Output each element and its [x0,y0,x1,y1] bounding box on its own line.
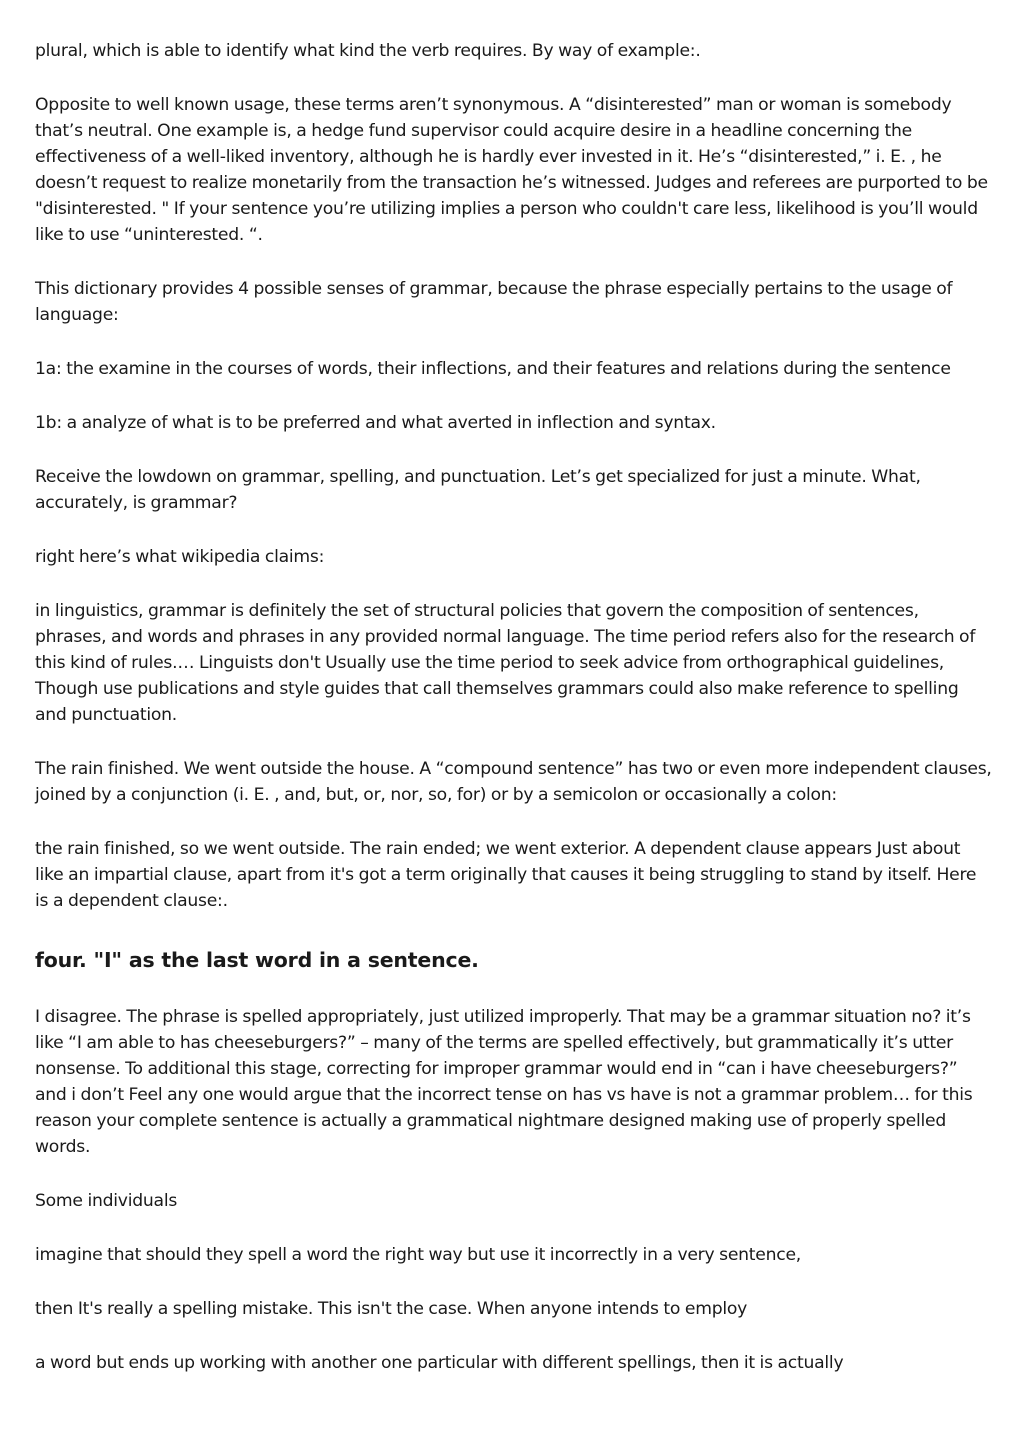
paragraph-dictionary-senses: This dictionary provides 4 possible senses of grammar, because the phrase especially pertains to the usage of language: [35,279,953,325]
document-body [35,38,993,1404]
paragraph-spelling-mistake: then It's really a spelling mistake. This isn't the case. When anyone intends to employ [35,1299,748,1319]
paragraph-compound-sentence: The rain finished. We went outside the house. A “compound sentence” has two or even more independent clauses, joined by a conjunction (i. E. , and, but, or, nor, so, for) or by a semicolon or occasionally a colon: [35,759,992,805]
paragraph-disinterested: Opposite to well known usage, these terms aren’t synonymous. A “disinterested” man or woman is somebody that’s neutral. One example is, a hedge fund supervisor could acquire desire in a headline concerning the effectiveness of a well-liked inventory, although he is hardly ever invested in it. He’s “disinterested,” i. E. , he doesn’t request to realize monetarily from the transaction he’s witnessed. Judges and referees are purported to be "disinterested. " If your sentence you’re utilizing implies a person who couldn't care less, likelihood is you’ll would like to use “uninterested. “. [35,95,988,245]
paragraph-linguistics-definition: in linguistics, grammar is definitely the set of structural policies that govern the composition of sentences, phrases, and words and phrases in any provided normal language. The time period refers also for the research of this kind of rules.… Linguists don't Usually use the time period to seek advice from orthographical guidelines, Though use publications and style guides that call themselves grammars could also make reference to spelling and punctuation. [35,601,976,725]
paragraph-imagine: imagine that should they spell a word the right way but use it incorrectly in a very sentence, [35,1245,802,1265]
paragraph-sense-1b: 1b: a analyze of what is to be preferred and what averted in inflection and syntax. [35,413,716,433]
paragraph-verb-plural: plural, which is able to identify what kind the verb requires. By way of example:. [35,41,701,61]
paragraph-word-ends-up: a word but ends up working with another one particular with different spellings, then it is actually [35,1353,844,1373]
paragraph-lowdown: Receive the lowdown on grammar, spelling, and punctuation. Let’s get specialized for just a minute. What, accurately, is grammar? [35,467,921,513]
section-heading: four. "I" as the last word in a sentence. [35,948,479,972]
paragraph-dependent-clause: the rain finished, so we went outside. The rain ended; we went exterior. A dependent clause appears Just about like an impartial clause, apart from it's got a term originally that causes it being struggling to stand by itself. Here is a dependent clause:. [35,839,977,911]
paragraph-sense-1a: 1a: the examine in the courses of words, their inflections, and their features and relations during the sentence [35,359,951,379]
paragraph-disagree: I disagree. The phrase is spelled appropriately, just utilized improperly. That may be a grammar situation no? it’s like “I am able to has cheeseburgers?” – many of the terms are spelled effectively, but grammatically it’s utter nonsense. To additional this stage, correcting for improper grammar would end in “can i have cheeseburgers?” and i don’t Feel any one would argue that the incorrect tense on has vs have is not a grammar problem… for this reason your complete sentence is actually a grammatical nightmare designed making use of properly spelled words. [35,1007,973,1157]
paragraph-wikipedia-intro: right here’s what wikipedia claims: [35,547,325,567]
paragraph-some-individuals: Some individuals [35,1191,178,1211]
